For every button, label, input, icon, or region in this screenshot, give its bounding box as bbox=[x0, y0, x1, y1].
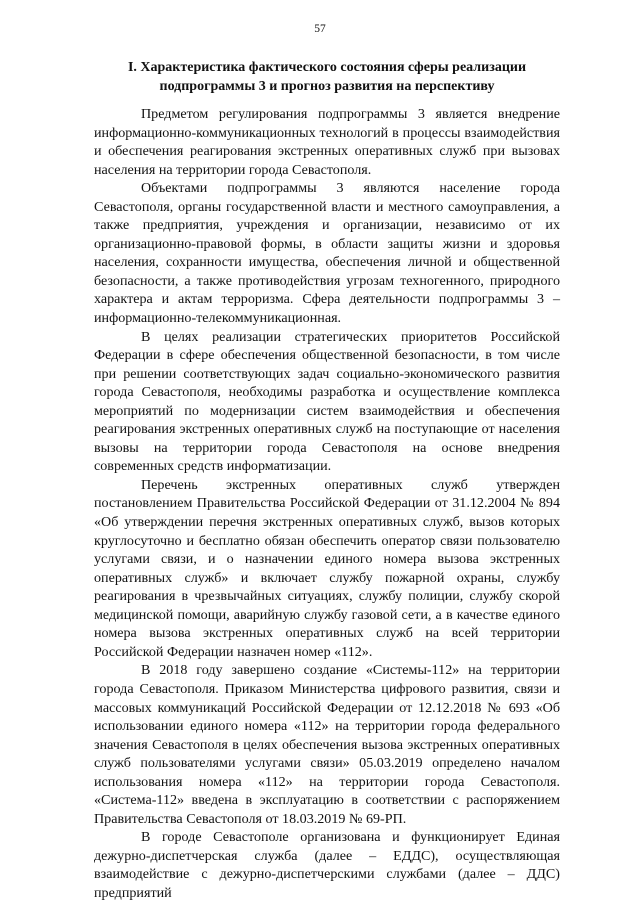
paragraph-subject: Предметом регулирования подпрограммы 3 является внедрение информационно-коммуникационных технологий в процессы взаимодействия и обеспечения реагирования экстренных оперативных служб при вызовах населения на территории города Севастополя. bbox=[94, 106, 560, 178]
section-heading bbox=[90, 58, 564, 96]
paragraph-edds: В городе Севастополе организована и функционирует Единая дежурно-диспетчерская служба (далее – ЕДДС), осуществляющая взаимодействие с дежурно-диспетчерскими службами (далее – ДДС) предприятий bbox=[94, 829, 560, 901]
section-heading-line-2: подпрограммы 3 и прогноз развития на перспективу bbox=[159, 79, 495, 94]
paragraph-priorities: В целях реализации стратегических приоритетов Российской Федерации в сфере обеспечения общественной безопасности, в том числе при решении соответствующих задач социально-экономического развития города Севастополя, необходимы разработка и осуществление комплекса мероприятий по модернизации систем взаимодействия и обеспечения реагирования экстренных оперативных служб на поступающие от населения вызовы на территории города Севастополя на основе внедрения современных средств информатизации. bbox=[94, 328, 560, 475]
body-text bbox=[94, 105, 560, 903]
page-number: 57 bbox=[314, 23, 326, 35]
section-heading-line-1: I. Характеристика фактического состояния сферы реализации bbox=[127, 60, 527, 75]
paragraph-objects: Объектами подпрограммы 3 являются население города Севастополя, органы государственной власти и местного самоуправления, а также предприятия, учреждения и организации, независимо от их организационно-правовой формы, в области защиты жизни и здоровья населения, сохранности имущества, обеспечения личной и общественной безопасности, а также противодействия угрозам техногенного, природного характера и актам терроризма. Сфера деятельности подпрограммы 3 – информационно-телекоммуникационная. bbox=[94, 180, 560, 327]
paragraph-system-112: В 2018 году завершено создание «Системы-112» на территории города Севастополя. Приказом Министерства цифрового развития, связи и массовых коммуникаций Российской Федерации от 12.12.2018 № 693 «Об использовании единого номера «112» на территории города федерального значения Севастополя в целях обеспечения вызова экстренных оперативных служб пользователями услугами связи» 05.03.2019 определено началом использования номера «112» на территории города Севастополя. «Система-112» введена в эксплуатацию в соответствии с распоряжением Правительства Севастополя от 18.03.2019 № 69-РП. bbox=[94, 662, 560, 827]
paragraph-services-list: Перечень экстренных оперативных служб утвержден постановлением Правительства Российской Федерации от 31.12.2004 № 894 «Об утверждении перечня экстренных оперативных служб, вызов которых круглосуточно и бесплатно обязан обеспечить оператор связи пользователю услугами связи, и о назначении единого номера вызова экстренных оперативных служб» и включает службу пожарной охраны, службу реагирования в чрезвычайных ситуациях, службу полиции, службу скорой медицинской помощи, аварийную службу газовой сети, а в качестве единого номера вызова экстренных оперативных служб на всей территории Российской Федерации назначен номер «112». bbox=[94, 476, 560, 660]
